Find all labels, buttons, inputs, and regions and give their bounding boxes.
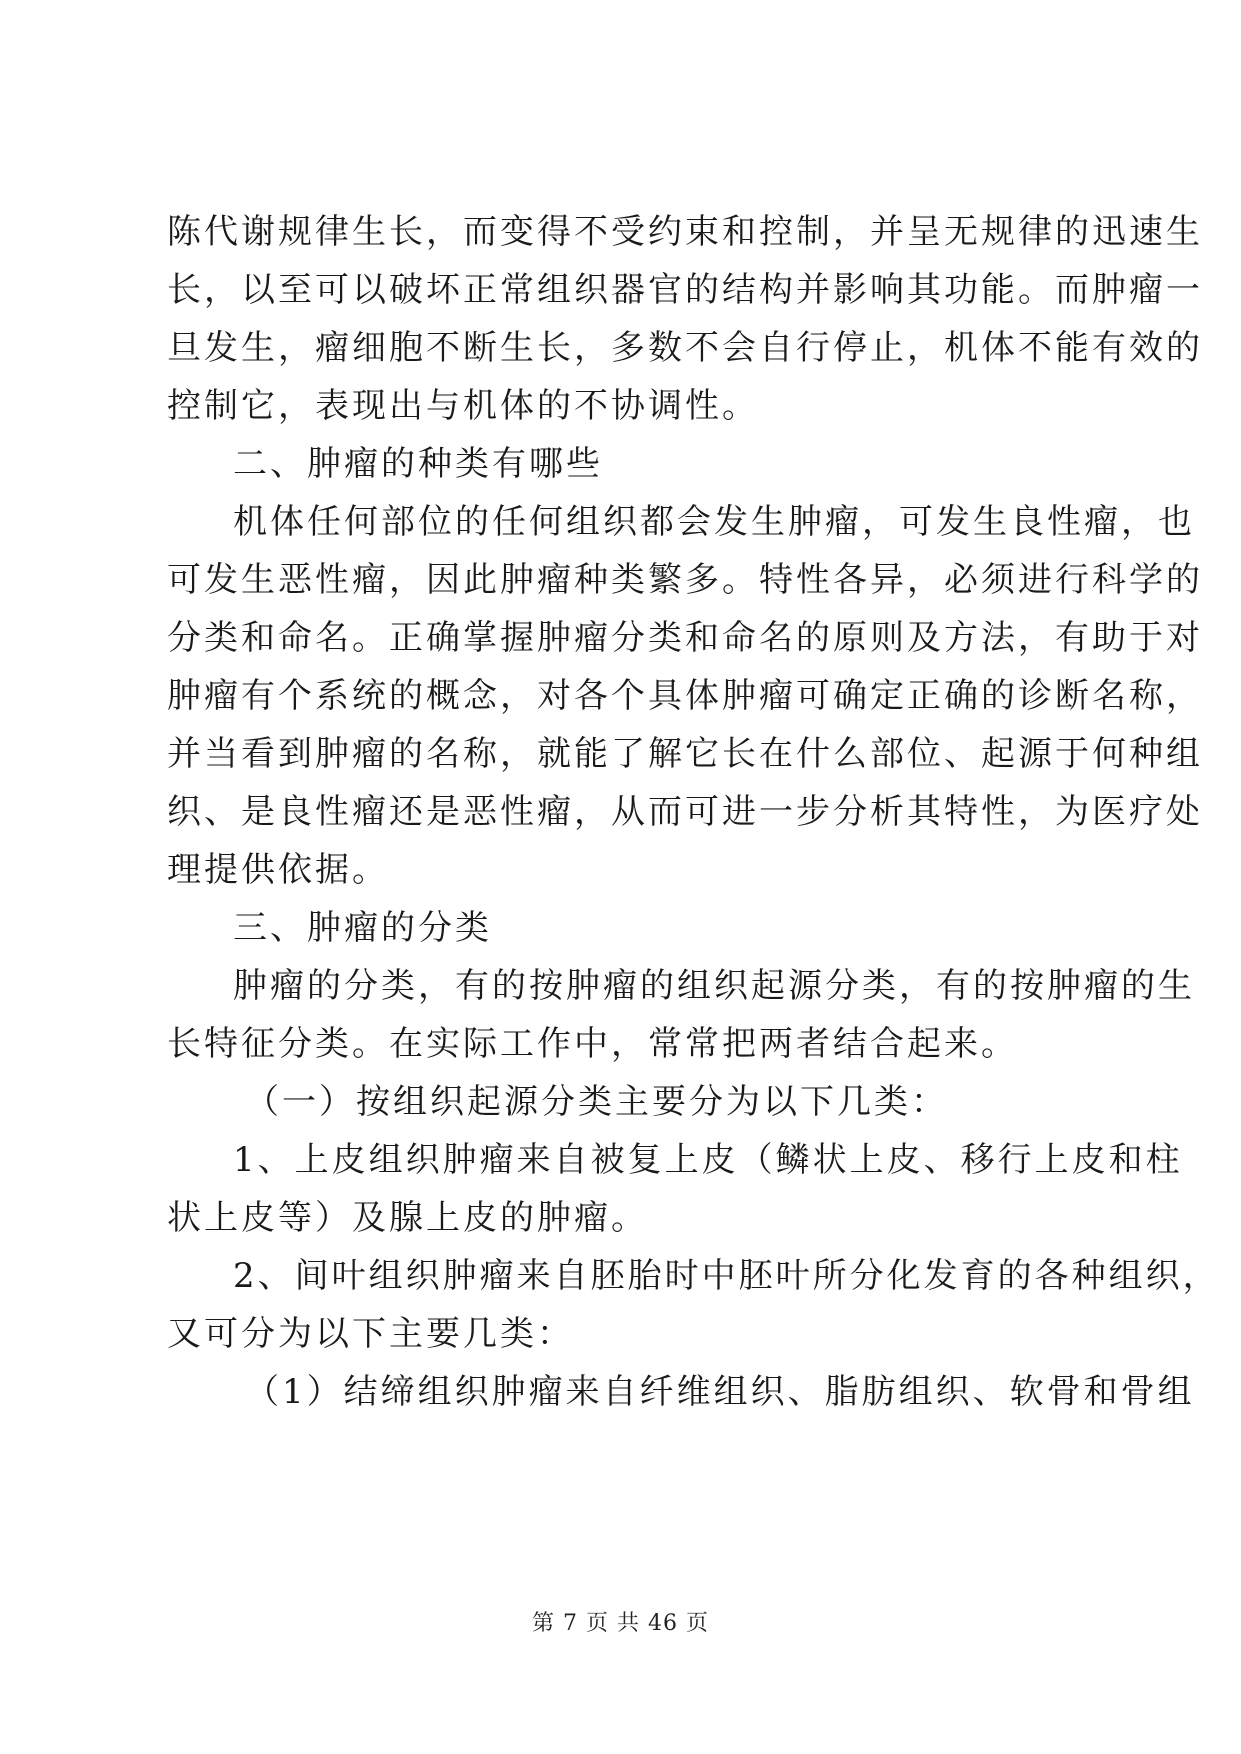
text-line: （1）结缔组织肿瘤来自纤维组织、脂肪组织、软骨和骨组 [245,1372,1195,1412]
text-line: 控制它，表现出与机体的不协调性。 [167,386,759,426]
section-heading: 二、肿瘤的种类有哪些 [233,444,603,484]
subsection-heading: （一）按组织起源分类主要分为以下几类： [245,1082,948,1122]
text-line: 肿瘤的分类，有的按肿瘤的组织起源分类，有的按肿瘤的生 [233,966,1195,1006]
page-footer: 第 7 页 共 46 页 [532,1611,709,1636]
section-heading: 三、肿瘤的分类 [233,908,492,948]
text-line: 长特征分类。在实际工作中，常常把两者结合起来。 [167,1024,1018,1064]
text-line: 陈代谢规律生长，而变得不受约束和控制，并呈无规律的迅速生 [167,212,1203,252]
text-line: 肿瘤有个系统的概念，对各个具体肿瘤可确定正确的诊断名称， [167,676,1203,716]
text-line: 并当看到肿瘤的名称，就能了解它长在什么部位、起源于何种组 [167,734,1203,774]
text-line: 状上皮等）及腺上皮的肿瘤。 [167,1198,648,1238]
text-line: 织、是良性瘤还是恶性瘤，从而可进一步分析其特性，为医疗处 [167,792,1203,832]
text-line: 可发生恶性瘤，因此肿瘤种类繁多。特性各异，必须进行科学的 [167,560,1203,600]
text-line: 又可分为以下主要几类： [167,1314,574,1354]
text-line: 理提供依据。 [167,850,389,890]
text-line: 1、上皮组织肿瘤来自被复上皮（鳞状上皮、移行上皮和柱 [233,1140,1183,1180]
text-line: 分类和命名。正确掌握肿瘤分类和命名的原则及方法，有助于对 [167,618,1203,658]
text-line: 长，以至可以破坏正常组织器官的结构并影响其功能。而肿瘤一 [167,270,1203,310]
text-line: 2、间叶组织肿瘤来自胚胎时中胚叶所分化发育的各种组织， [233,1256,1220,1296]
text-line: 机体任何部位的任何组织都会发生肿瘤，可发生良性瘤，也 [233,502,1195,542]
text-line: 旦发生，瘤细胞不断生长，多数不会自行停止，机体不能有效的 [167,328,1203,368]
